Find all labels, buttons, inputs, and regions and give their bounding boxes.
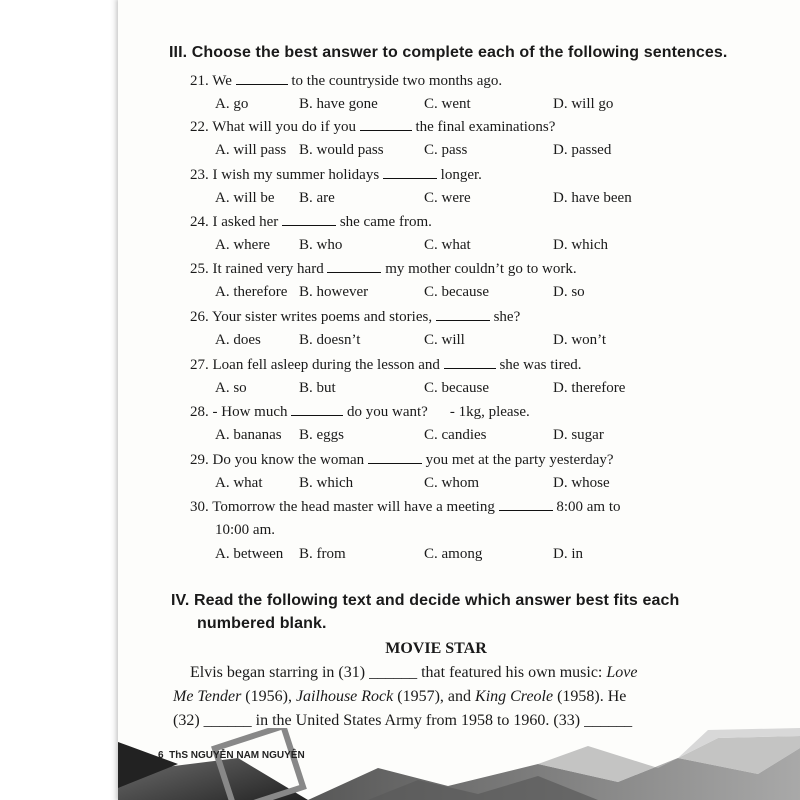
answer-option-d: D. sugar xyxy=(553,427,604,443)
question-23 xyxy=(190,166,482,184)
answer-blank xyxy=(499,498,553,511)
answer-option-d: D. will go xyxy=(553,96,614,112)
passage-line-3: (32) ______ in the United States Army from 1958 to 1960. (33) ______ xyxy=(173,712,633,729)
question-24 xyxy=(190,213,432,231)
page-number: 6 xyxy=(158,750,164,761)
question-30 xyxy=(190,498,621,516)
question-number: 26. xyxy=(190,309,209,325)
answer-option-d: D. whose xyxy=(553,475,610,491)
question-number: 30. xyxy=(190,499,209,515)
footer-label xyxy=(158,750,305,761)
question-number: 22. xyxy=(190,119,209,135)
question-text: she came from. xyxy=(339,214,432,230)
answer-option-a: A. go xyxy=(215,96,249,112)
answer-option-b: B. from xyxy=(299,546,346,562)
question-continuation: 10:00 am. xyxy=(215,522,275,538)
answer-option-c: C. were xyxy=(424,190,471,206)
question-21 xyxy=(190,72,502,90)
question-25 xyxy=(190,260,577,278)
answer-option-d: D. in xyxy=(553,546,583,562)
answer-option-a: A. will pass xyxy=(215,142,287,158)
section-3-title: III. Choose the best answer to complete each of the following sentences. xyxy=(169,44,728,61)
question-number: 24. xyxy=(190,214,209,230)
movie-title-italic: Me Tender xyxy=(173,688,242,705)
footer-graphic xyxy=(118,728,800,800)
question-text: Tomorrow the head master will have a meeting xyxy=(212,499,495,515)
question-text: Do you know the woman xyxy=(212,452,365,468)
question-text: It rained very hard xyxy=(212,261,324,277)
answer-option-d: D. which xyxy=(553,237,608,253)
movie-title-italic: King Creole xyxy=(475,688,554,705)
answer-option-d: D. won’t xyxy=(553,332,607,348)
passage-title: MOVIE STAR xyxy=(385,640,487,657)
answer-option-d: D. passed xyxy=(553,142,612,158)
answer-blank xyxy=(360,118,412,131)
answer-option-b: B. but xyxy=(299,380,336,396)
answer-blank xyxy=(436,308,490,321)
question-text: you met at the party yesterday? xyxy=(425,452,614,468)
question-27 xyxy=(190,356,582,374)
answer-option-a: A. between xyxy=(215,546,284,562)
question-text: do you want? xyxy=(347,404,428,420)
passage-text: (1957), and xyxy=(397,688,472,705)
section-4-title-line2: numbered blank. xyxy=(197,615,327,632)
question-text: Loan fell asleep during the lesson and xyxy=(212,357,440,373)
question-number: 27. xyxy=(190,357,209,373)
answer-option-b: B. who xyxy=(299,237,343,253)
answer-option-d: D. have been xyxy=(553,190,632,206)
question-number: 23. xyxy=(190,167,209,183)
question-text: We xyxy=(212,73,232,89)
answer-option-a: A. where xyxy=(215,237,270,253)
question-22 xyxy=(190,118,555,136)
question-text: my mother couldn’t go to work. xyxy=(385,261,577,277)
answer-option-a: A. what xyxy=(215,475,263,491)
passage-line-2 xyxy=(173,688,626,706)
answer-option-a: A. does xyxy=(215,332,261,348)
answer-option-b: B. are xyxy=(299,190,335,206)
answer-option-c: C. went xyxy=(424,96,471,112)
question-29 xyxy=(190,451,614,469)
footer-decoration xyxy=(118,728,800,800)
answer-option-a: A. therefore xyxy=(215,284,288,300)
answer-blank xyxy=(444,356,496,369)
passage-text: (1958). He xyxy=(557,688,627,705)
question-text: she was tired. xyxy=(499,357,582,373)
answer-blank xyxy=(236,72,288,85)
movie-title-italic: Love xyxy=(606,664,638,681)
answer-option-d: D. therefore xyxy=(553,380,626,396)
question-number: 28. xyxy=(190,404,209,420)
answer-blank xyxy=(383,166,437,179)
question-text: she? xyxy=(493,309,521,325)
answer-blank xyxy=(327,260,381,273)
answer-option-b: B. however xyxy=(299,284,369,300)
answer-blank xyxy=(291,403,343,416)
answer-option-b: B. have gone xyxy=(299,96,378,112)
movie-title-italic: Jailhouse Rock xyxy=(295,688,394,705)
footer-author: ThS NGUYỄN NAM NGUYÊN xyxy=(169,750,305,761)
passage-text: (1956), xyxy=(245,688,292,705)
question-text: I asked her xyxy=(212,214,279,230)
answer-option-c: C. whom xyxy=(424,475,480,491)
section-4-title-line1: IV. Read the following text and decide which answer best fits each xyxy=(171,592,680,609)
answer-blank xyxy=(282,213,336,226)
question-text: I wish my summer holidays xyxy=(212,167,380,183)
question-28 xyxy=(190,403,530,421)
answer-option-c: C. will xyxy=(424,332,465,348)
passage-text: Elvis began starring in (31) ______ that featured his own music: xyxy=(190,664,603,681)
answer-option-a: A. so xyxy=(215,380,247,396)
question-text: 8:00 am to xyxy=(556,499,621,515)
passage-line-1 xyxy=(190,664,637,682)
question-number: 21. xyxy=(190,73,209,89)
question-number: 29. xyxy=(190,452,209,468)
question-text: What will you do if you xyxy=(212,119,356,135)
question-text: the final examinations? xyxy=(415,119,556,135)
answer-option-b: B. which xyxy=(299,475,354,491)
question-text: to the countryside two months ago. xyxy=(291,73,503,89)
answer-blank xyxy=(368,451,422,464)
answer-option-b: B. doesn’t xyxy=(299,332,361,348)
answer-option-b: B. eggs xyxy=(299,427,344,443)
answer-option-c: C. because xyxy=(424,380,489,396)
answer-option-c: C. pass xyxy=(424,142,468,158)
question-26 xyxy=(190,308,520,326)
question-text: - How much xyxy=(212,404,288,420)
answer-option-c: C. candies xyxy=(424,427,487,443)
question-text: Your sister writes poems and stories, xyxy=(211,309,433,325)
answer-option-d: D. so xyxy=(553,284,585,300)
answer-option-c: C. among xyxy=(424,546,483,562)
answer-option-a: A. bananas xyxy=(215,427,282,443)
question-number: 25. xyxy=(190,261,209,277)
answer-option-a: A. will be xyxy=(215,190,275,206)
answer-option-b: B. would pass xyxy=(299,142,384,158)
question-text: longer. xyxy=(440,167,482,183)
answer-option-c: C. what xyxy=(424,237,471,253)
answer-option-c: C. because xyxy=(424,284,489,300)
question-reply: - 1kg, please. xyxy=(449,404,530,420)
